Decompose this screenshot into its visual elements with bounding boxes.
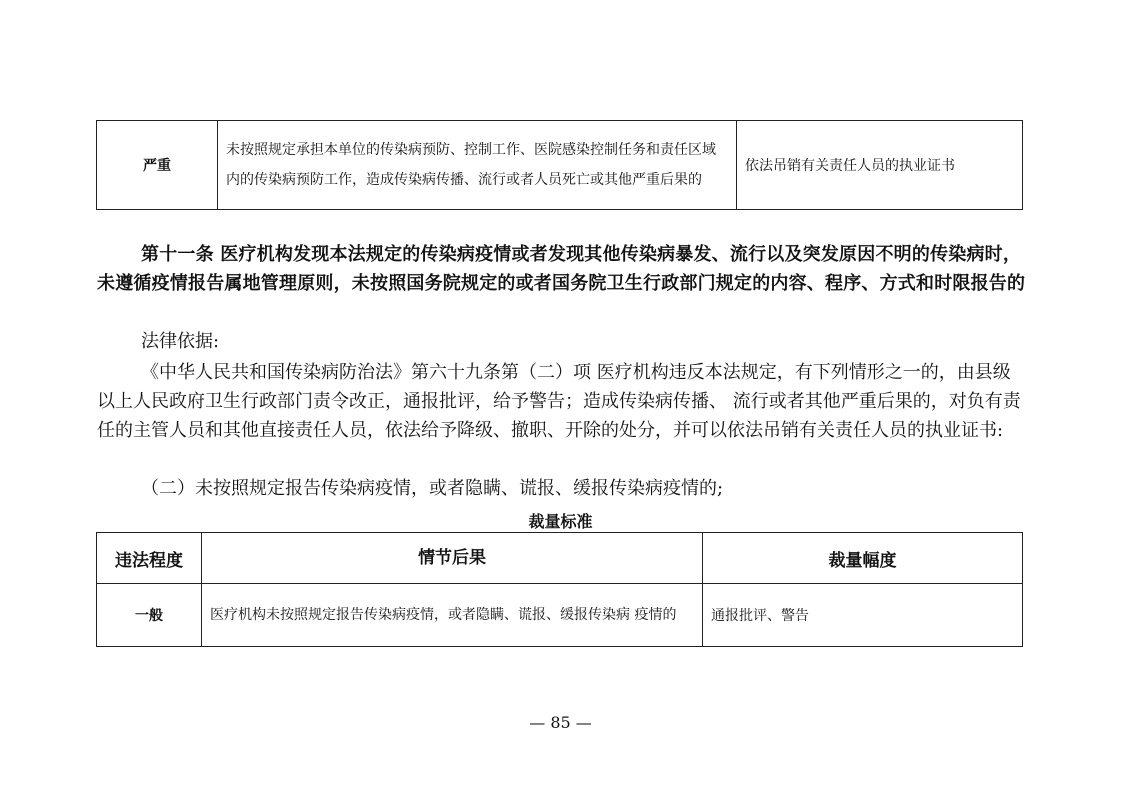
violation-level-cell: 一般	[97, 584, 202, 647]
header-circumstances: 情节后果	[202, 533, 703, 584]
top-penalty-table	[96, 120, 1023, 210]
penalty-cell: 通报批评、警告	[703, 584, 1023, 647]
table-row	[97, 121, 1023, 210]
article-title: 第十一条 医疗机构发现本法规定的传染病疫情或者发现其他传染病暴发、流行以及突发原因不明的传染病时，未遵循疫情报告属地管理原则，未按照国务院规定的或者国务院卫生行政部门规定的内容、程序、方式和时限报告的	[97, 244, 1026, 294]
standard-title: 裁量标准	[528, 512, 593, 531]
header-violation-level: 违法程度	[97, 533, 202, 584]
law-text: 《中华人民共和国传染病防治法》第六十九条第（二）项 医疗机构违反本法规定，有下列情形之一的，由县级以上人民政府卫生行政部门责令改正，通报批评，给予警告；造成传染病传播、 流行或者其他严重后果的，对负有责任的主管人员和其他直接责任人员，依法给予降级、撤职、开除的处分，并可以依法吊销有关责任人员的执业证书:	[97, 362, 1021, 441]
discretion-standard-table	[96, 532, 1023, 647]
law-item-text: （二）未按照规定报告传染病疫情，或者隐瞒、谎报、缓报传染病疫情的;	[141, 478, 724, 499]
table-header-row	[97, 533, 1023, 584]
violation-level-cell: 严重	[97, 121, 218, 210]
penalty-cell: 依法吊销有关责任人员的执业证书	[737, 121, 1023, 210]
page-number: — 85 —	[529, 713, 592, 732]
circumstances-cell: 未按照规定承担本单位的传染病预防、控制工作、医院感染控制任务和责任区域内的传染病预防工作，造成传染病传播、流行或者人员死亡或其他严重后果的	[218, 121, 737, 210]
table-row	[97, 584, 1023, 647]
header-penalty: 裁量幅度	[703, 533, 1023, 584]
legal-basis-label: 法律依据:	[141, 331, 220, 352]
circumstances-cell: 医疗机构未按照规定报告传染病疫情，或者隐瞒、谎报、缓报传染病 疫情的	[202, 584, 703, 647]
